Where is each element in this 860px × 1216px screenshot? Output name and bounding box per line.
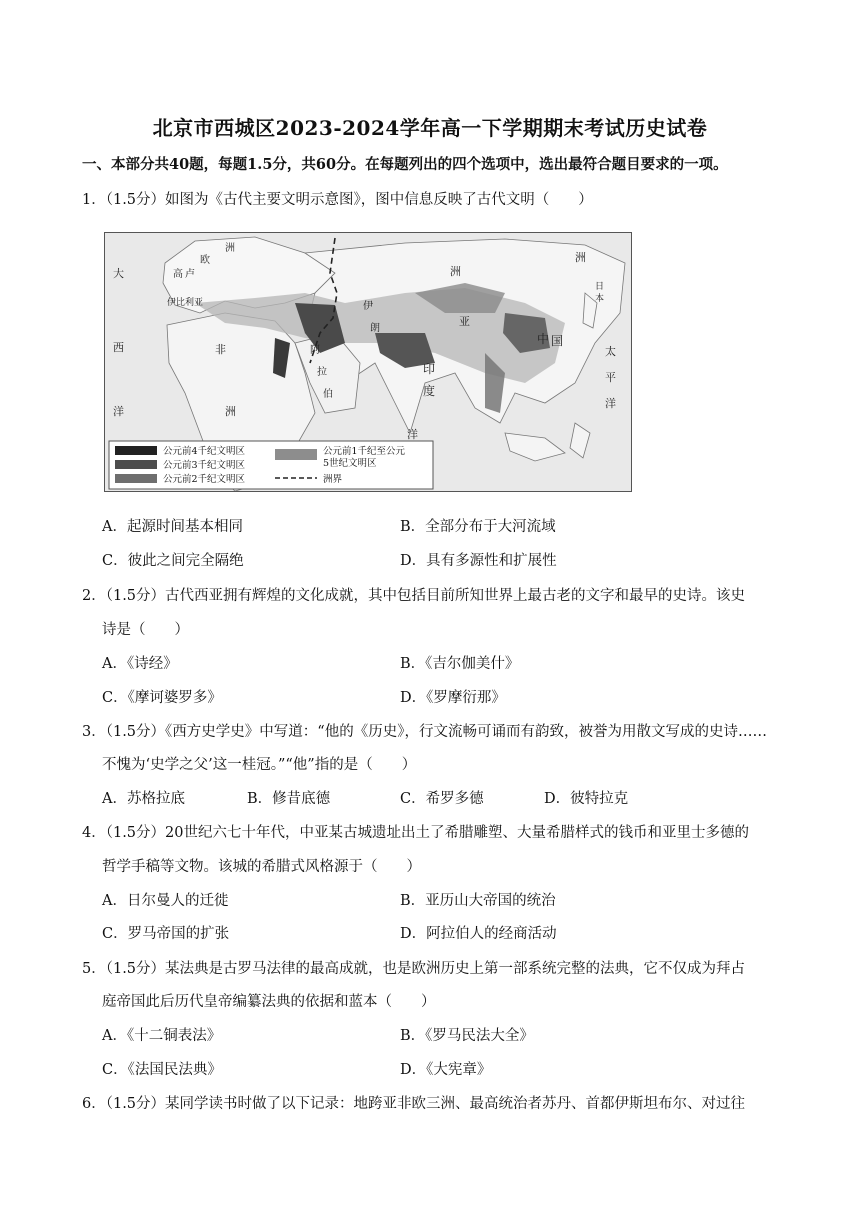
map-label: 洋 [113,405,124,418]
map-label: 伊 [363,301,373,312]
map-label: 本 [595,294,605,304]
q5-option-c[interactable]: C．《法国民法典》 [102,1062,222,1078]
question-5-stem-cont: 庭帝国此后历代皇帝编纂法典的依据和蓝本（ ） [102,994,436,1010]
question-4-stem: 4．（1.5分）20世纪六七十年代，中亚某古城遗址出土了希腊雕塑、大量希腊样式的钱币和亚里士多德的 [82,825,749,841]
map-label: 太 [605,345,616,358]
map-label: 拉 [317,367,327,378]
map-label: 中 [537,332,550,346]
map-label: 卢 [185,269,195,280]
map-label: 伯 [323,389,333,400]
q5-option-d[interactable]: D．《大宪章》 [400,1062,492,1078]
question-2-stem-cont: 诗是（ ） [102,622,189,638]
q1-option-c[interactable]: C．彼此之间完全隔绝 [102,553,244,569]
map-label: 亚 [459,315,470,328]
map-label: 洲 [450,265,461,278]
map-label: 平 [605,371,616,384]
map-label: 朗 [370,323,380,334]
q3-option-b[interactable]: B．修昔底德 [247,791,331,807]
legend-label: 5世纪文明区 [323,458,377,469]
q2-option-c[interactable]: C．《摩诃婆罗多》 [102,690,222,706]
map-label: 国 [551,334,564,348]
legend-label: 公元前1千纪至公元 [323,446,406,457]
map-label: 日 [595,282,605,292]
map-label: 高 [173,269,183,280]
map-label: 度 [423,384,436,398]
q1-option-b[interactable]: B．全部分布于大河流域 [400,519,556,535]
legend-label: 公元前3千纪文明区 [163,460,246,471]
q4-option-a[interactable]: A．日尔曼人的迁徙 [102,893,229,909]
q2-option-a[interactable]: A．《诗经》 [102,656,178,672]
map-label: 欧 [200,255,210,266]
question-3-stem: 3．（1.5分）《西方史学史》中写道：“他的《历史》，行文流畅可诵而有韵致，被誉为用散文写成的史诗…… [82,724,767,740]
map-label: 大 [113,267,124,280]
map-label: 洲 [575,251,586,264]
q2-option-b[interactable]: B．《吉尔伽美什》 [400,656,520,672]
q5-option-b[interactable]: B．《罗马民法大全》 [400,1028,534,1044]
question-1-stem: 1．（1.5分）如图为《古代主要文明示意图》，图中信息反映了古代文明（ ） [82,192,593,208]
map-label: 洲 [225,405,236,418]
map-label: 阿 [310,345,320,356]
q2-option-d[interactable]: D．《罗摩衍那》 [400,690,506,706]
q3-option-a[interactable]: A．苏格拉底 [102,791,185,807]
map-label: 洲 [225,243,235,254]
map-label: 西 [113,341,124,354]
q3-option-c[interactable]: C．希罗多德 [400,791,484,807]
q1-option-d[interactable]: D．具有多源性和扩展性 [400,553,557,569]
question-5-stem: 5．（1.5分）某法典是古罗马法律的最高成就，也是欧洲历史上第一部系统完整的法典，它不仅成为拜占 [82,961,746,977]
q4-option-c[interactable]: C．罗马帝国的扩张 [102,926,230,942]
page-title: 北京市西城区2023-2024学年高一下学期期末考试历史试卷 [152,116,708,140]
map-label: 非 [215,343,226,356]
map-label: 洋 [605,397,616,410]
section-instructions: 一、本部分共40题，每题1.5分，共60分。在每题列出的四个选项中，选出最符合题目要求的一项。 [82,156,728,173]
q4-option-d[interactable]: D．阿拉伯人的经商活动 [400,926,557,942]
legend-label: 洲界 [323,474,343,485]
q3-option-d[interactable]: D．彼特拉克 [544,791,629,807]
question-4-stem-cont: 哲学手稿等文物。该城的希腊式风格源于（ ） [102,859,421,875]
q5-option-a[interactable]: A．《十二铜表法》 [102,1028,222,1044]
legend-label: 公元前2千纪文明区 [163,474,246,485]
q4-option-b[interactable]: B．亚历山大帝国的统治 [400,893,556,909]
question-2-stem: 2．（1.5分）古代西亚拥有辉煌的文化成就，其中包括目前所知世界上最古老的文字和最早的史诗。该史 [82,588,746,604]
question-6-stem: 6．（1.5分）某同学读书时做了以下记录：地跨亚非欧三洲、最高统治者苏丹、首都伊斯坦布尔、对过往 [82,1096,746,1112]
ancient-civilizations-map [104,232,632,492]
map-label: 伊比利亚 [167,298,204,308]
map-label: 洋 [407,428,418,441]
map-label: 印 [423,362,436,376]
legend-label: 公元前4千纪文明区 [163,446,246,457]
map-graphic [105,233,631,491]
q1-option-a[interactable]: A．起源时间基本相同 [102,519,243,535]
question-3-stem-cont: 不愧为‘史学之父’这一桂冠。”“他”指的是（ ） [102,757,417,773]
